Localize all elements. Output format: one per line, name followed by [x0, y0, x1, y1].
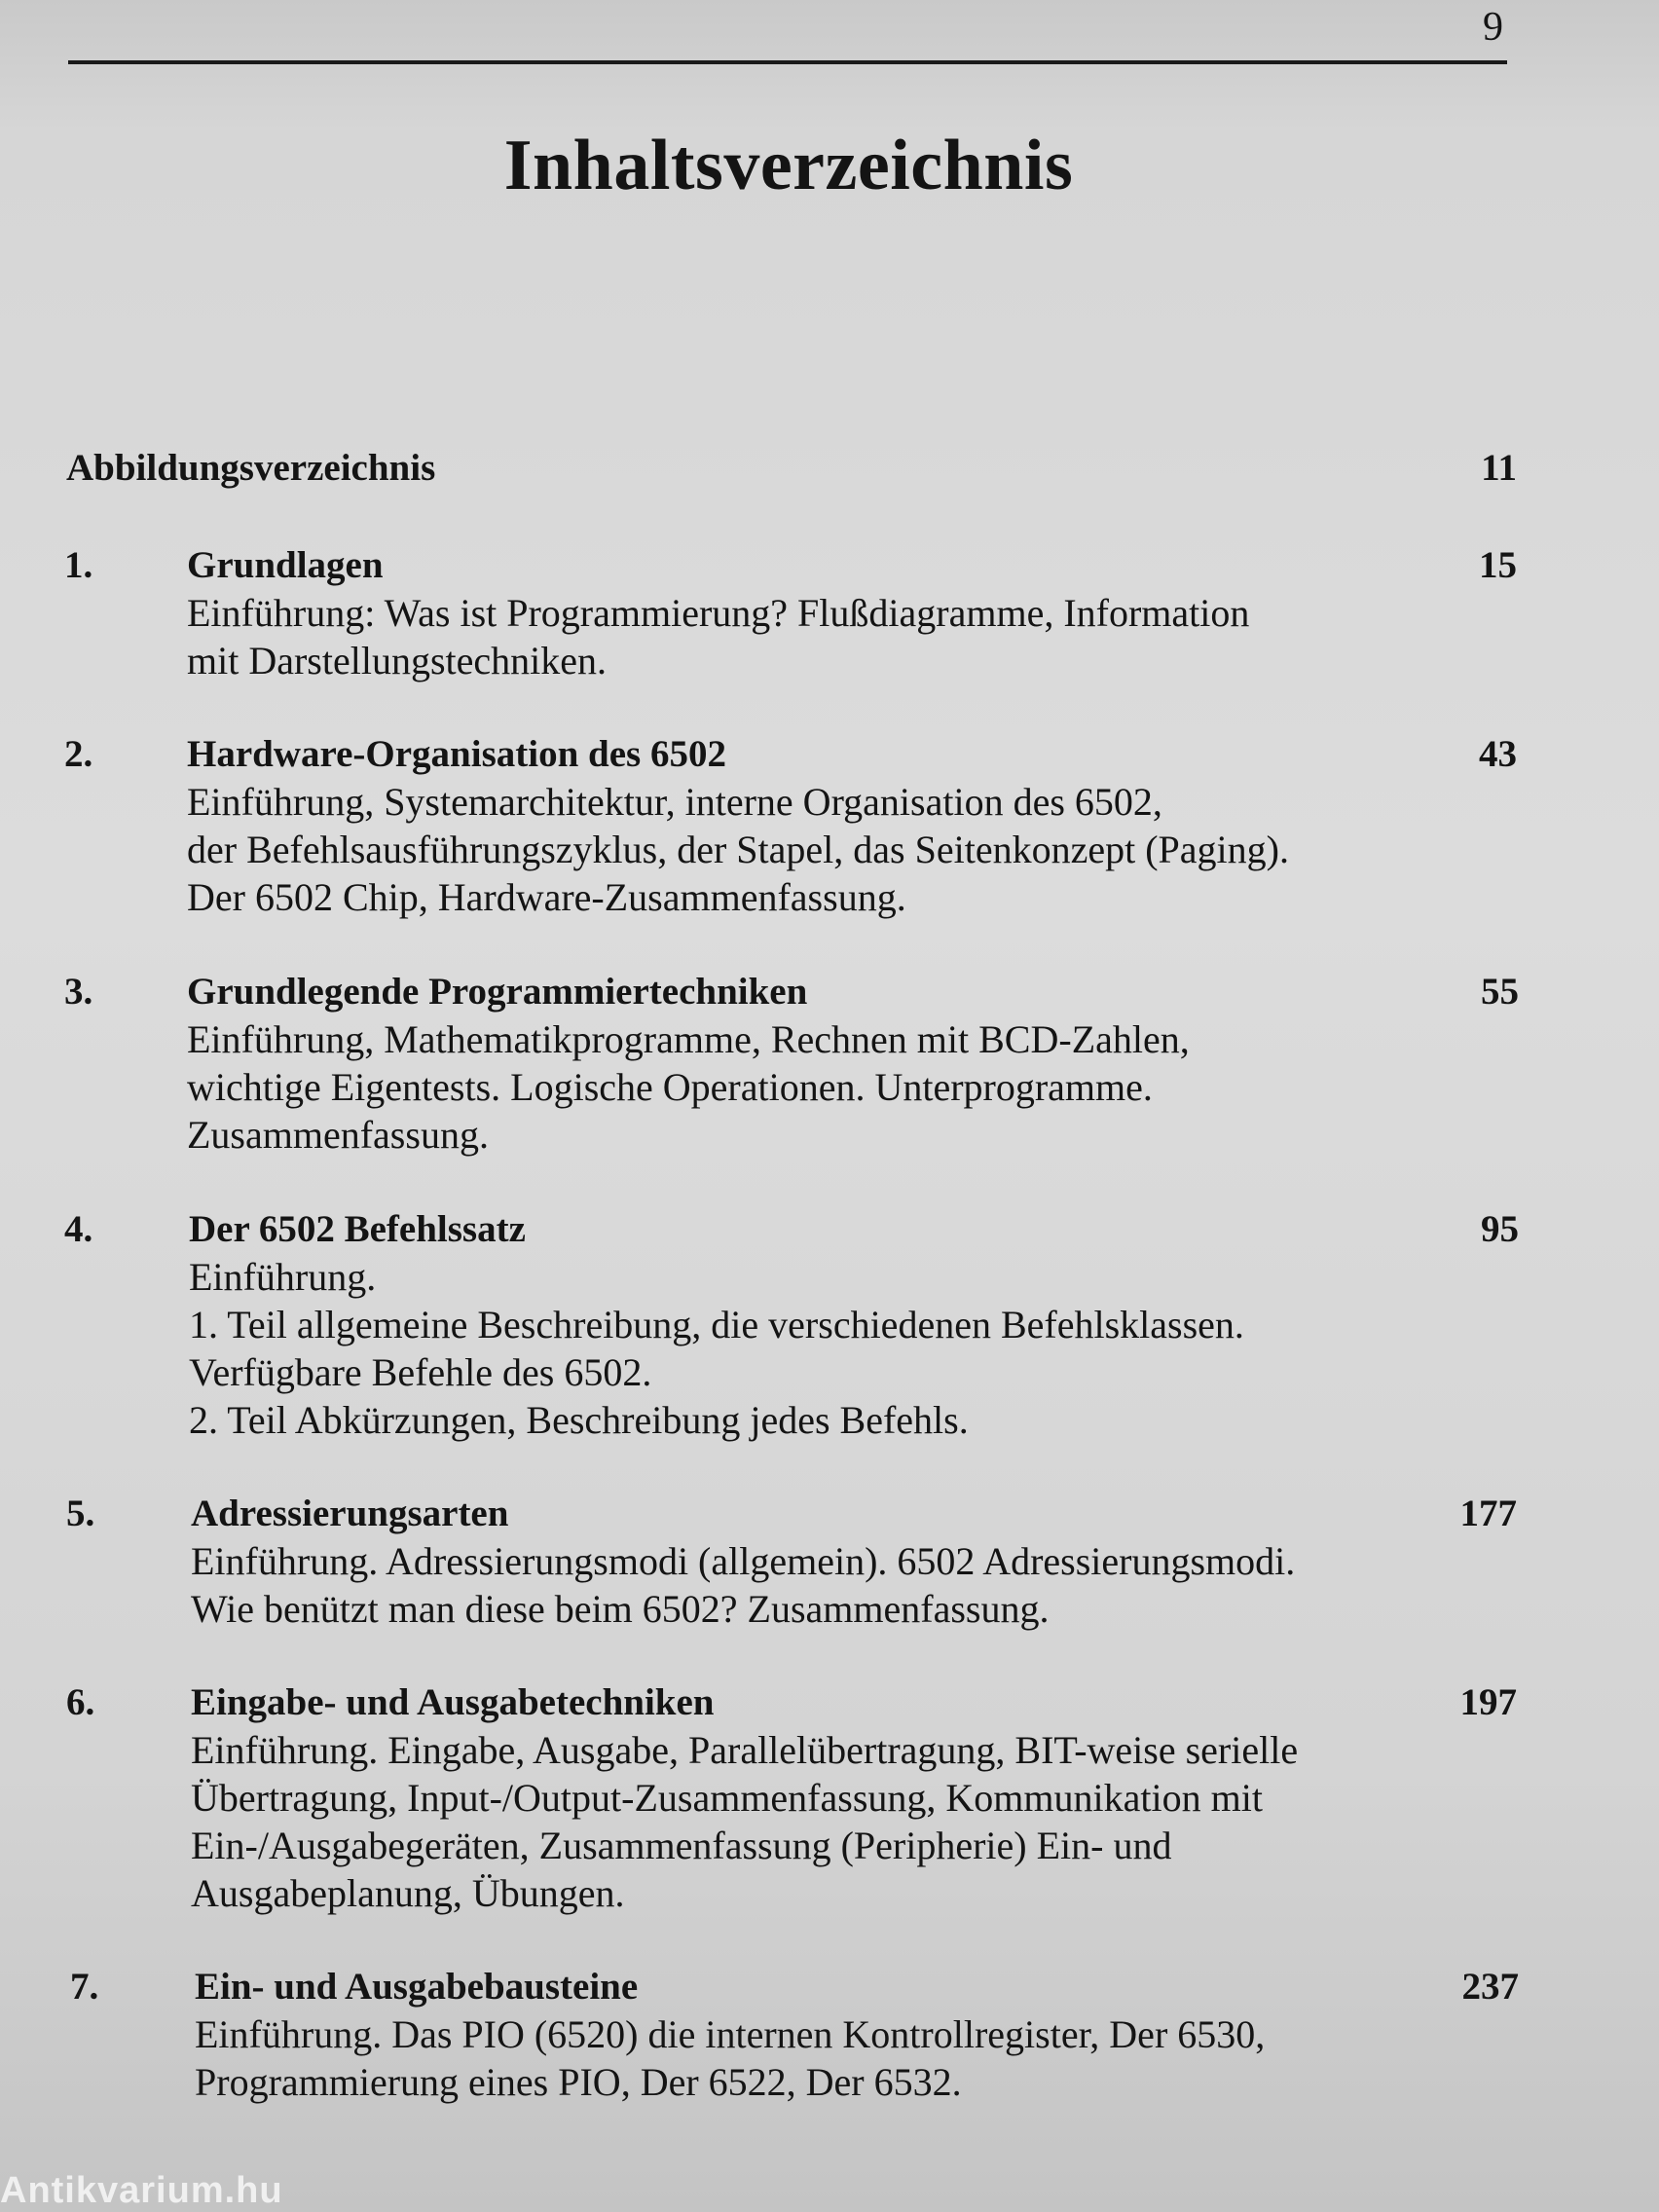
chapter-page: 95: [1481, 1208, 1519, 1250]
chapter-description: [189, 1253, 1244, 1444]
chapter-description: [187, 1015, 1190, 1159]
chapter-page: 197: [1459, 1681, 1517, 1723]
description-line: Verfügbare Befehle des 6502.: [189, 1350, 652, 1394]
chapter-number: 3.: [64, 971, 93, 1013]
description-line: Der 6502 Chip, Hardware-Zusammenfassung.: [187, 875, 906, 919]
description-line: der Befehlsausführungszyklus, der Stapel, das Seitenkonzept (Paging).: [187, 828, 1289, 871]
page-title: Inhaltsverzeichnis: [503, 126, 1074, 205]
chapter-title: Grundlegende Programmiertechniken: [187, 971, 808, 1013]
chapter-page: 15: [1479, 544, 1517, 586]
description-line: Ausgabeplanung, Übungen.: [191, 1871, 625, 1915]
chapter-number: 7.: [70, 1966, 99, 2008]
description-line: Wie benützt man diese beim 6502? Zusammenfassung.: [191, 1587, 1050, 1631]
description-line: Einführung. Eingabe, Ausgabe, Parallelübertragung, BIT-weise serielle: [191, 1728, 1299, 1772]
description-line: mit Darstellungstechniken.: [187, 639, 608, 682]
description-line: Einführung, Mathematikprogramme, Rechnen mit BCD-Zahlen,: [187, 1017, 1190, 1061]
chapter-description: [195, 2010, 1265, 2106]
chapter-number: 5.: [66, 1493, 95, 1534]
chapter-description: [191, 1726, 1298, 1917]
chapter-title: Der 6502 Befehlssatz: [189, 1208, 526, 1250]
description-line: Einführung: Was ist Programmierung? Flußdiagramme, Information: [187, 591, 1250, 635]
chapter-number: 4.: [64, 1208, 93, 1250]
chapter-title: Ein- und Ausgabebausteine: [195, 1966, 639, 2008]
chapter-number: 6.: [66, 1681, 95, 1723]
description-line: 1. Teil allgemeine Beschreibung, die verschiedenen Befehlsklassen.: [189, 1303, 1244, 1346]
chapter-title: Adressierungsarten: [191, 1493, 509, 1534]
watermark: Antikvarium.hu: [0, 2170, 283, 2211]
description-line: Einführung.: [189, 1255, 377, 1299]
page-number: 9: [1483, 5, 1503, 50]
chapter-page: 43: [1479, 733, 1517, 775]
chapter-page: 237: [1461, 1966, 1519, 2008]
figures-list-label: Abbildungsverzeichnis: [66, 447, 436, 489]
chapter-number: 2.: [64, 733, 93, 775]
description-line: Programmierung eines PIO, Der 6522, Der 6532.: [195, 2060, 962, 2104]
description-line: wichtige Eigentests. Logische Operationen. Unterprogramme.: [187, 1065, 1153, 1109]
description-line: Einführung. Das PIO (6520) die internen Kontrollregister, Der 6530,: [195, 2012, 1266, 2056]
chapter-number: 1.: [64, 544, 93, 586]
header-rule: [68, 60, 1507, 64]
description-line: Einführung. Adressierungsmodi (allgemein). 6502 Adressierungsmodi.: [191, 1539, 1296, 1583]
chapter-description: [191, 1537, 1295, 1633]
chapter-title: Grundlagen: [187, 544, 384, 586]
figures-list-page: 11: [1481, 447, 1517, 489]
chapter-page: 55: [1481, 971, 1519, 1013]
description-line: Zusammenfassung.: [187, 1113, 489, 1157]
chapter-page: 177: [1459, 1493, 1517, 1534]
chapter-description: [187, 589, 1249, 684]
description-line: Übertragung, Input-/Output-Zusammenfassung, Kommunikation mit: [191, 1776, 1263, 1820]
figures-list-entry: [66, 446, 1517, 490]
description-line: Ein-/Ausgabegeräten, Zusammenfassung (Peripherie) Ein- und: [191, 1824, 1172, 1867]
description-line: 2. Teil Abkürzungen, Beschreibung jedes Befehls.: [189, 1398, 969, 1442]
chapter-title: Hardware-Organisation des 6502: [187, 733, 726, 775]
chapter-description: [187, 778, 1289, 921]
chapter-title: Eingabe- und Ausgabetechniken: [191, 1681, 715, 1723]
description-line: Einführung, Systemarchitektur, interne Organisation des 6502,: [187, 780, 1162, 824]
